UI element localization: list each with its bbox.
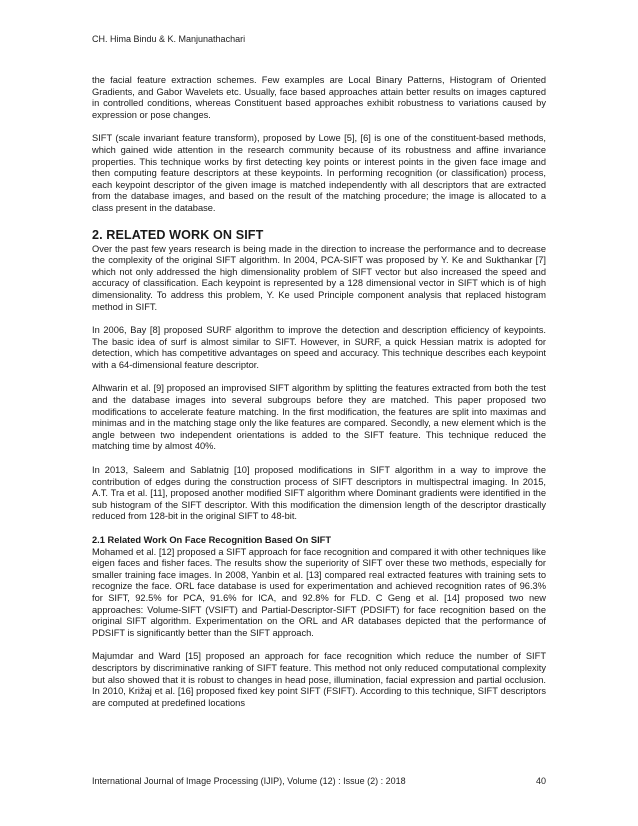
section-2-paragraph-4: In 2013, Saleem and Sablatnig [10] proposed modifications in SIFT algorithm in a way to improve the contribution of edges during the construction process of SIFT descriptors in multispectral imaging. In 2015, A.T. Tra et al. [11], proposed another modified SIFT algorithm where Dominant gradients were identified in the sub histogram of the SIFT descriptor. With this modification the dimension length of the descriptor drastically reduced from 128-bit in the original SIFT to 48-bit.	[92, 465, 546, 522]
section-2-paragraph-2: In 2006, Bay [8] proposed SURF algorithm to improve the detection and description efficiency of keypoints. The basic idea of surf is almost similar to SIFT. However, in SURF, a quick Hessian matrix is adopted for detection, which has competitive advantages on speed and accuracy. This technique describes each keypoint with a 64-dimensional feature descriptor.	[92, 325, 546, 370]
intro-paragraph-2: SIFT (scale invariant feature transform), proposed by Lowe [5], [6] is one of the constituent-based methods, which gained wide attention in the research community because of its robustness and affine invariance properties. This technique works by first detecting key points or interest points in the given face image and then computing feature descriptors at these keypoints. In performing recognition (or classification) process, each keypoint descriptor of the given image is matched independently with all descriptors that are extracted from the database images, and based on the result of the matching procedure; the image is allocated to a class present in the database.	[92, 133, 546, 213]
running-header-authors: CH. Hima Bindu & K. Manjunathachari	[92, 34, 246, 44]
intro-paragraph-1: the facial feature extraction schemes. Few examples are Local Binary Patterns, Histogram of Oriented Gradients, and Gabor Wavelets etc. Usually, face based approaches attain better results on images captured in controlled conditions, whereas Constituent based approaches exhibit robustness to variations caused by expression or pose changes.	[92, 75, 546, 120]
section-2-paragraph-1: Over the past few years research is being made in the direction to increase the performance and to decrease the complexity of the original SIFT algorithm. In 2004, PCA-SIFT was proposed by Y. Ke and Sukthankar [7] which not only addressed the high dimensionality problem of SIFT vector but also increased the speed and accuracy of classification. Each keypoint is represented by a 128 dimensional vector in SIFT which is of high dimensionality. To address this problem, Y. Ke used Principle component analysis that replaced histogram method in SIFT.	[92, 243, 546, 312]
footer-journal-citation: International Journal of Image Processing (IJIP), Volume (12) : Issue (2) : 2018	[92, 776, 406, 786]
section-2-heading: 2. RELATED WORK ON SIFT	[92, 227, 264, 242]
page-number: 40	[535, 776, 546, 786]
section-2-1-paragraph-2: Majumdar and Ward [15] proposed an approach for face recognition which reduce the number of SIFT descriptors by discriminative ranking of SIFT feature. This method not only reduced computational complexity but also showed that it is robust to changes in head pose, illumination, facial expression and partial occlusion. In 2010, Križaj et al. [16] proposed fixed key point SIFT (FSIFT). According to this technique, SIFT descriptors are computed at predefined locations	[92, 651, 546, 708]
section-2-1-heading: 2.1 Related Work On Face Recognition Based On SIFT	[92, 535, 332, 545]
section-2-1-paragraph-1: Mohamed et al. [12] proposed a SIFT approach for face recognition and compared it with other techniques like eigen faces and fisher faces. The results show the superiority of SIFT over these two methods, especially for smaller training face images. In 2008, Yanbin et al. [13] compared real extracted features with training sets to recognize the face. ORL face database is used for experimentation and achieved recognition rates of 96.3% for SIFT, 92.5% for PCA, 91.6% for ICA, and 92.8% for FLD. C Geng et al. [14] proposed two new approaches: Volume-SIFT (VSIFT) and Partial-Descriptor-SIFT (PDSIFT) for face recognition based on the original SIFT algorithm. Experimentation on the ORL and AR databases depicted that the performance of PDSIFT is significantly better than the SIFT approach.	[92, 546, 546, 638]
body-text	[92, 75, 546, 721]
section-2-paragraph-3: Alhwarin et al. [9] proposed an improvised SIFT algorithm by splitting the features extracted from both the test and the database images into several subgroups before they are matched. This paper proposed two modifications to accelerate feature matching. In the first modification, the features are split into maximas and minimas and in the matching stage only the like features are compared. Secondly, a new element which is the angle between two independent orientations is added to the SIFT feature. This technique reduced the matching time by almost 40%.	[92, 383, 546, 452]
